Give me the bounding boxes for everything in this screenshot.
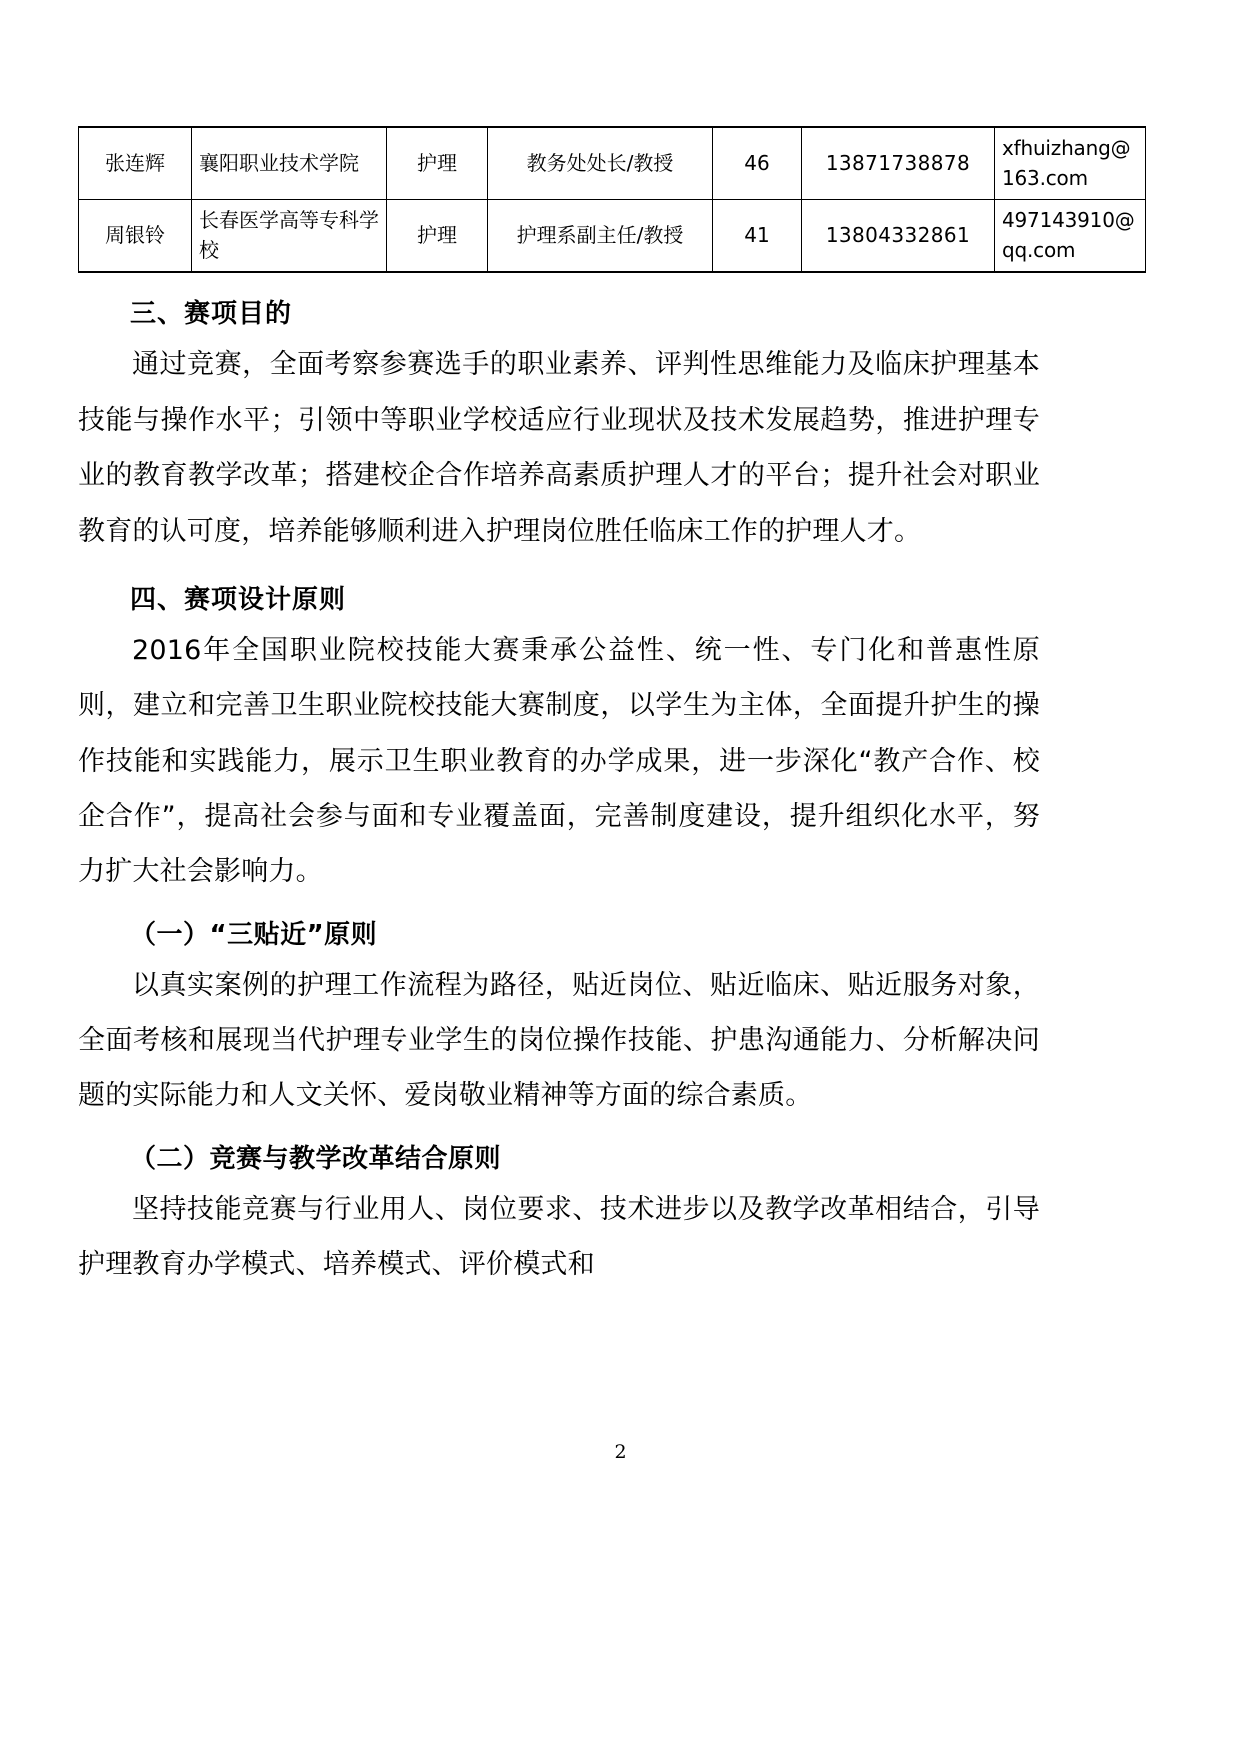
section-heading-three: 三、赛项目的 — [130, 299, 293, 330]
subsection-two-paragraph: 坚持技能竞赛与行业用人、岗位要求、技术进步以及教学改革相结合，引导护理教育办学模式、培养模式、评价模式和 — [78, 1193, 1040, 1281]
cell-name: 张连辉 — [79, 127, 192, 200]
cell-major: 护理 — [387, 200, 488, 273]
cell-age: 46 — [713, 127, 802, 200]
subsection-heading-two: （二）竞赛与教学改革结合原则 — [130, 1143, 502, 1174]
page-number: 2 — [614, 1441, 627, 1463]
cell-school: 长春医学高等专科学校 — [192, 200, 387, 273]
cell-phone: 13871738878 — [802, 127, 995, 200]
cell-age: 41 — [713, 200, 802, 273]
expert-list-table — [78, 126, 1146, 273]
subsection-one-paragraph: 以真实案例的护理工作流程为路径，贴近岗位、贴近临床、贴近服务对象，全面考核和展现当代护理专业学生的岗位操作技能、护患沟通能力、分析解决问题的实际能力和人文关怀、爱岗敬业精神等方面的综合素质。 — [78, 969, 1040, 1112]
table-row — [79, 200, 1146, 273]
table-row — [79, 127, 1146, 200]
section-heading-four: 四、赛项设计原则 — [130, 584, 347, 615]
cell-title: 护理系副主任/教授 — [488, 200, 713, 273]
cell-title: 教务处处长/教授 — [488, 127, 713, 200]
section-three-paragraph: 通过竞赛，全面考察参赛选手的职业素养、评判性思维能力及临床护理基本技能与操作水平；引领中等职业学校适应行业现状及技术发展趋势，推进护理专业的教育教学改革；搭建校企合作培养高素质护理人才的平台；提升社会对职业教育的认可度，培养能够顺利进入护理岗位胜任临床工作的护理人才。 — [78, 349, 1040, 547]
cell-phone: 13804332861 — [802, 200, 995, 273]
section-four-paragraph: 2016年全国职业院校技能大赛秉承公益性、统一性、专门化和普惠性原则，建立和完善卫生职业院校技能大赛制度，以学生为主体，全面提升护生的操作技能和实践能力，展示卫生职业教育的办学成果，进一步深化“教产合作、校企合作”，提高社会参与面和专业覆盖面，完善制度建设，提升组织化水平，努力扩大社会影响力。 — [78, 634, 1040, 888]
cell-email: xfhuizhang@163.com — [995, 127, 1146, 200]
cell-major: 护理 — [387, 127, 488, 200]
subsection-heading-one: （一）“三贴近”原则 — [130, 919, 378, 950]
cell-school: 襄阳职业技术学院 — [192, 127, 387, 200]
cell-email: 497143910@qq.com — [995, 200, 1146, 273]
cell-name: 周银铃 — [79, 200, 192, 273]
page-content — [78, 126, 1135, 1293]
